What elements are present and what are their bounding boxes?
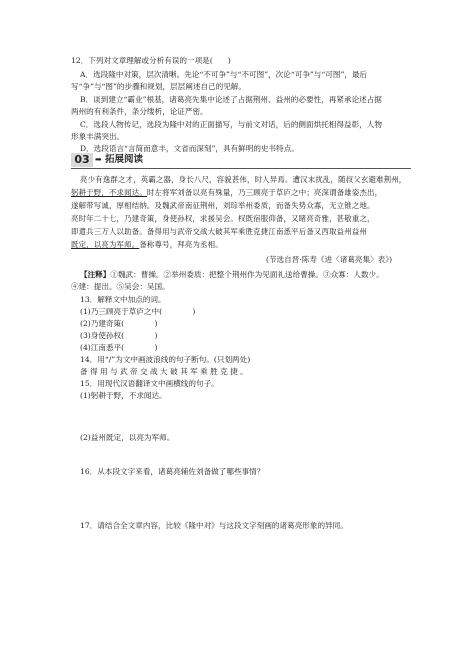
q13-item-1: (1)乃三顾亮于草庐之中( ) bbox=[80, 307, 196, 316]
q16-stem: 16．从本段文字来看，诸葛亮辅佐刘备做了哪些事情？ bbox=[80, 467, 265, 476]
q15-item-1: (1)躬耕于野，不求闻达。 bbox=[80, 391, 167, 400]
notes-line-1: 【注释】①魏武：曹操。②举州委质：把整个荆州作为见面礼送给曹操。③众寡：人数少。 bbox=[80, 270, 384, 279]
section-number: 03 bbox=[71, 153, 93, 167]
passage-line-1: 亮少有逸群之才，英霸之器，身长八尺，容貌甚伟，时人异焉。遭汉末扰乱，随叔父玄避难荆州， bbox=[80, 175, 407, 184]
q17-stem: 17．请结合全文章内容，比较《隆中对》与这段文字刻画的诸葛亮形象的异同。 bbox=[80, 521, 348, 530]
notes-label: 【注释】 bbox=[80, 270, 111, 279]
q12-option-b-line2: 两州的有利条件，条分缕析，论证严密。 bbox=[71, 107, 208, 116]
q15-stem: 15．用现代汉语翻译文中画横线的句子。 bbox=[80, 379, 219, 388]
wavy-sentence: 即遣兵三万人以助备。备得用与武帝交战大破其军乘胜克捷江南悉平后备又西取益州益州 bbox=[71, 227, 368, 236]
passage-line-2: 躬耕于野，不求闻达。时左将军刘备以亮有殊量，乃三顾亮于草庐之中；亮深谓备雄姿杰出， bbox=[71, 188, 383, 197]
q14-stem: 14．用“/”为文中画波浪线的句子断句。(只划两处) bbox=[80, 355, 251, 364]
q13-item-3: (3)身使孙权( ) bbox=[80, 331, 158, 340]
q15-item-2: (2)益州既定，以亮为军师。 bbox=[80, 433, 175, 442]
passage-line-5 bbox=[71, 226, 367, 237]
underlined-sentence-2: 既定，以亮为军师。 bbox=[71, 240, 140, 249]
arrow-icon: ➡ bbox=[95, 155, 102, 164]
q12-option-d: D．选段语言“言简而意丰，文省而深刻”，具有鲜明的史书特点。 bbox=[80, 144, 299, 153]
q14-sentence: 备 得 用 与 武 帝 交 战 大 破 其 军 乘 胜 克 捷 。 bbox=[80, 367, 248, 376]
section-header bbox=[71, 153, 151, 168]
passage-source: (节选自晋·陈寿《进〈诸葛亮集〉表》) bbox=[266, 255, 393, 264]
passage-line-6: 既定，以亮为军师。备称尊号，拜亮为丞相。 bbox=[71, 240, 223, 249]
q12-stem: 12．下列对文章理解或分析有误的一项是( ) bbox=[71, 56, 231, 65]
q12-option-a-line2: 写“争”与“图”的步骤和规划，层层阐述自己的见解。 bbox=[71, 82, 246, 91]
underlined-sentence-1: 躬耕于野，不求闻达。 bbox=[71, 188, 147, 197]
q13-item-4: (4)江南悉平( ) bbox=[80, 343, 158, 352]
passage-line-4: 亮时年二十七，乃建奇策，身使孙权，求援吴会。权既宿服仰备，又睹亮奇雅，甚敬重之， bbox=[71, 214, 375, 223]
passage-line-3: 遂解带写诚，厚相结纳。及魏武帝南征荆州，刘琮举州委质，而备失势众寡，无立锥之地。 bbox=[71, 201, 375, 210]
q12-option-a-line1: A．选段隆中对策，层次清晰。先论“不可争”与“不可图”，次论“可争”与“可图”，最后 bbox=[80, 70, 368, 79]
q12-option-c-line2: 形象丰满突出。 bbox=[71, 132, 125, 141]
q12-option-b-line1: B．谈到建立“霸业”根基，诸葛亮先集中论述了占据荆州、益州的必要性，再紧承论述占据 bbox=[80, 95, 382, 104]
q13-item-2: (2)乃建奇策( ) bbox=[80, 319, 158, 328]
q12-option-c-line1: C．选段人物传记，选段为隆中对的正面描写，与前文对话，后的侧面烘托相得益彰，人物 bbox=[80, 120, 382, 129]
q13-stem: 13．解释文中加点的词。 bbox=[80, 295, 166, 304]
section-title: 拓展阅读 bbox=[105, 154, 144, 165]
notes-line-2: ④建：提出。⑤吴会：吴国。 bbox=[71, 282, 170, 291]
section-divider bbox=[71, 168, 411, 169]
